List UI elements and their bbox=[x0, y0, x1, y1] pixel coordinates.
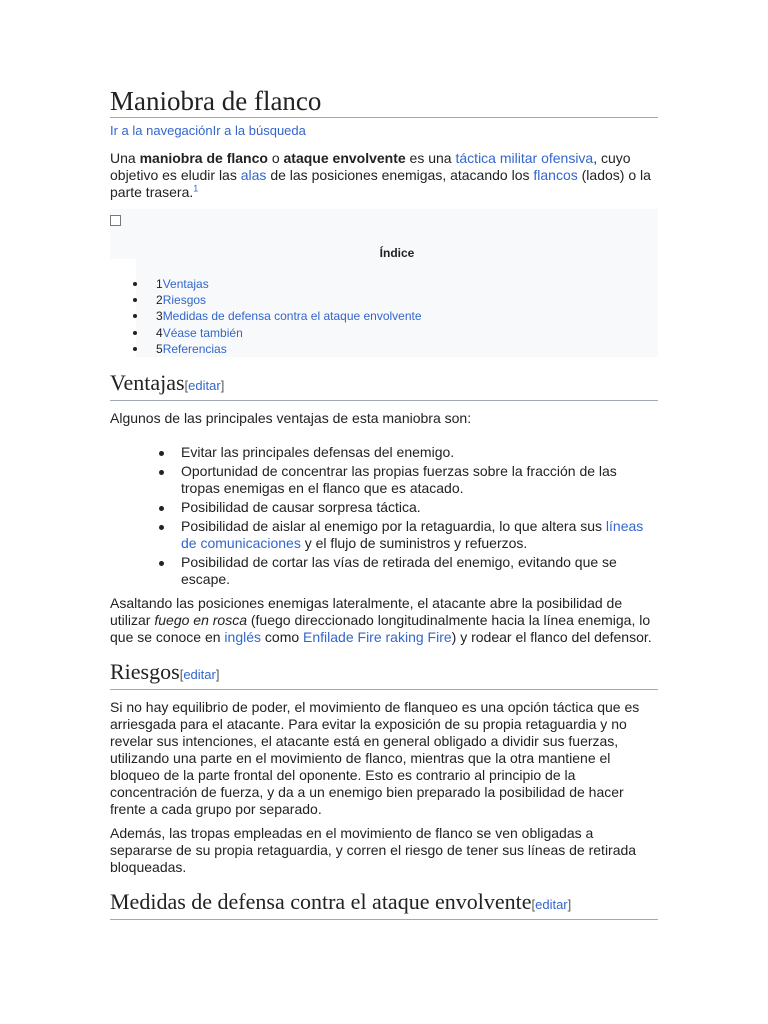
list-item: Evitar las principales defensas del enemigo. bbox=[181, 444, 658, 461]
ventajas-list bbox=[110, 444, 658, 588]
list-item: Posibilidad de causar sorpresa táctica. bbox=[181, 499, 658, 516]
edit-link[interactable]: editar bbox=[535, 897, 568, 912]
section-heading-medidas bbox=[110, 889, 658, 920]
tactica-militar-link[interactable]: táctica militar ofensiva bbox=[455, 150, 594, 166]
heading-text: Riesgos bbox=[110, 659, 180, 684]
riesgos-paragraph-1: Si no hay equilibrio de poder, el movimiento de flanqueo es una opción táctica que es arriesgada para el atacante. Para evitar la exposición de su propia retaguardia y no revelar sus intenciones, el atacante está en general obligado a dividir sus fuerzas, utilizando una parte en el movimiento de flanco, mientras que la otra mantiene el bloqueo de la parte frontal del oponente. Esto es contrario al principio de la concentración de fuerza, y da a un enemigo bien preparado la posibilidad de hacer frente a cada grupo por separado. bbox=[110, 699, 640, 817]
toc-link-ventajas[interactable]: Ventajas bbox=[162, 277, 209, 291]
section-heading-riesgos bbox=[110, 659, 658, 690]
toc-toggle-checkbox[interactable] bbox=[110, 215, 121, 226]
lead-text: (lados) o la parte trasera. bbox=[110, 167, 651, 200]
edit-section: [editar] bbox=[179, 667, 220, 682]
lead-text: de las posiciones enemigas, atacando los bbox=[266, 167, 534, 183]
jump-to-navigation-link[interactable]: Ir a la navegación bbox=[110, 123, 213, 138]
flancos-link[interactable]: flancos bbox=[533, 167, 578, 183]
lead-text: , cuyo objetivo es eludir las bbox=[110, 150, 631, 183]
reference-link[interactable]: 1 bbox=[193, 183, 199, 194]
jump-to-search-link[interactable]: Ir a la búsqueda bbox=[212, 123, 306, 138]
toc-number: 3 bbox=[156, 309, 163, 324]
edit-section: [editar] bbox=[184, 378, 225, 393]
alas-link[interactable]: alas bbox=[240, 167, 267, 183]
list-item: Oportunidad de concentrar las propias fuerzas sobre la fracción de las tropas enemigas en el flanco que es atacado. bbox=[181, 463, 658, 497]
ingles-link[interactable]: inglés bbox=[224, 629, 262, 645]
italic-term: fuego en rosca bbox=[154, 612, 247, 628]
toc-item bbox=[136, 308, 422, 324]
toc-item bbox=[136, 276, 422, 292]
toc-item bbox=[136, 292, 422, 308]
table-of-contents bbox=[110, 209, 658, 357]
toc-title: Índice bbox=[379, 246, 415, 260]
heading-text: Medidas de defensa contra el ataque envolvente bbox=[110, 889, 532, 914]
toc-number: 1 bbox=[156, 277, 163, 291]
toc-number: 2 bbox=[156, 293, 163, 308]
lead-bold-term: ataque envolvente bbox=[283, 150, 406, 166]
toc-list bbox=[136, 276, 422, 357]
toc-number: 5 bbox=[156, 341, 163, 356]
list-item: Posibilidad de aislar al enemigo por la retaguardia, lo que altera sus líneas de comunicaciones y el flujo de suministros y refuerzos. bbox=[181, 518, 658, 552]
article bbox=[110, 86, 658, 920]
lead-text: Una bbox=[110, 150, 140, 166]
lead-text: es una bbox=[405, 150, 456, 166]
lead-bold-term: maniobra de flanco bbox=[139, 150, 268, 166]
toc-box bbox=[136, 209, 658, 357]
lead-text: o bbox=[267, 150, 284, 166]
toc-link-vease[interactable]: Véase también bbox=[162, 325, 243, 340]
toc-link-medidas[interactable]: Medidas de defensa contra el ataque envolvente bbox=[162, 309, 422, 324]
lead-paragraph bbox=[110, 150, 658, 201]
lineas-comunicaciones-link[interactable]: líneas de comunicaciones bbox=[181, 518, 644, 551]
jump-links bbox=[110, 122, 658, 139]
ventajas-paragraph: Asaltando las posiciones enemigas lateralmente, el atacante abre la posibilidad de utilizar fuego en rosca (fuego direccionado longitudinalmente hacia la línea enemiga, lo que se conoce en inglés como Enfilade Fire raking Fire) y rodear el flanco del defensor. bbox=[110, 595, 652, 645]
heading-text: Ventajas bbox=[110, 370, 185, 395]
toc-link-referencias[interactable]: Referencias bbox=[162, 341, 227, 356]
edit-section: [editar] bbox=[531, 897, 572, 912]
page-title: Maniobra de flanco bbox=[110, 86, 658, 118]
riesgos-paragraph-2: Además, las tropas empleadas en el movimiento de flanco se ven obligadas a separarse de su propia retaguardia, y corren el riesgo de tener sus líneas de retirada bloqueadas. bbox=[110, 825, 637, 875]
section-heading-ventajas bbox=[110, 370, 658, 401]
toc-number: 4 bbox=[156, 325, 163, 340]
edit-link[interactable]: editar bbox=[188, 378, 221, 393]
list-item: Posibilidad de cortar las vías de retirada del enemigo, evitando que se escape. bbox=[181, 554, 658, 588]
toc-item bbox=[136, 341, 422, 357]
toc-link-riesgos[interactable]: Riesgos bbox=[162, 293, 207, 308]
ventajas-intro: Algunos de las principales ventajas de esta maniobra son: bbox=[110, 410, 472, 426]
edit-link[interactable]: editar bbox=[183, 667, 216, 682]
enfilade-fire-link[interactable]: Enfilade Fire raking Fire bbox=[303, 629, 452, 645]
toc-item bbox=[136, 325, 422, 341]
